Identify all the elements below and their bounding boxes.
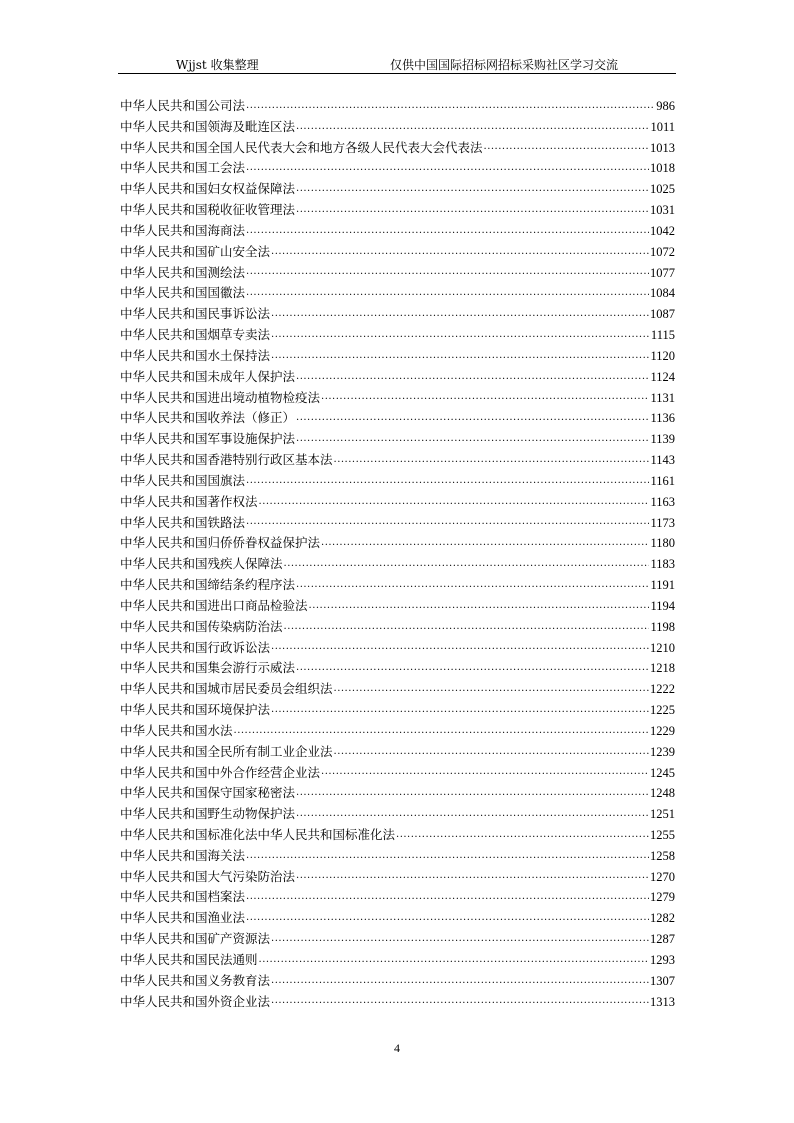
toc-entry[interactable] [120,721,675,742]
toc-entry-page-number: 1307 [650,973,675,988]
toc-entry-title: 中华人民共和国公司法 [120,98,246,113]
toc-dot-leader [271,244,649,260]
toc-entry-title: 中华人民共和国大气污染防治法 [120,868,296,884]
toc-entry-title: 中华人民共和国标准化法中华人民共和国标准化法 [120,826,396,842]
toc-entry-page-number: 1143 [650,453,675,468]
toc-entry-title: 中华人民共和国保守国家秘密法 [120,785,296,801]
toc-entry[interactable] [120,346,675,367]
toc-entry[interactable] [120,242,675,263]
toc-dot-leader [296,577,649,593]
toc-entry-page-number: 1229 [650,723,675,738]
toc-dot-leader [234,723,649,739]
toc-entry-page-number: 1163 [650,494,675,509]
toc-entry-title: 中华人民共和国香港特别行政区基本法 [120,452,333,468]
toc-entry-title: 中华人民共和国工会法 [120,160,246,176]
toc-entry[interactable] [120,158,675,179]
toc-dot-leader [284,556,650,572]
toc-entry[interactable] [120,429,675,450]
toc-dot-leader [259,494,650,510]
toc-dot-leader [484,139,649,155]
toc-entry-page-number: 1225 [650,703,675,718]
toc-entry[interactable] [120,388,675,409]
toc-entry-title: 中华人民共和国海商法 [120,222,246,238]
toc-entry-page-number: 1245 [650,765,675,780]
toc-entry-title: 中华人民共和国环境保护法 [120,702,271,718]
toc-dot-leader [296,410,649,426]
toc-dot-leader [259,952,649,968]
toc-dot-leader [296,660,649,676]
header-right-text: 仅供中国国际招标网招标采购社区学习交流 [389,58,618,72]
toc-entry-title: 中华人民共和国海关法 [120,847,246,863]
toc-dot-leader [271,639,649,655]
toc-entry-page-number: 1293 [650,952,675,967]
toc-entry-title: 中华人民共和国进出口商品检验法 [120,597,308,613]
toc-entry-title: 中华人民共和国残疾人保障法 [120,556,283,572]
toc-entry-title: 中华人民共和国水法 [120,722,233,738]
toc-entry-page-number: 1313 [650,994,675,1009]
toc-entry-page-number: 1084 [650,286,675,301]
toc-entry-title: 中华人民共和国税收征收管理法 [120,202,296,218]
toc-entry-page-number: 1077 [650,265,675,280]
toc-entry[interactable] [120,471,675,492]
toc-entry-title: 中华人民共和国行政诉讼法 [120,639,271,655]
toc-entry-title: 中华人民共和国著作权法 [120,493,258,509]
toc-entry-page-number: 1183 [650,557,675,572]
toc-entry-page-number: 1218 [650,661,675,676]
toc-entry-title: 中华人民共和国城市居民委员会组织法 [120,681,333,697]
table-of-contents [120,96,675,1012]
toc-entry-title: 中华人民共和国进出境动植物检疫法 [120,389,321,405]
toc-entry-title: 中华人民共和国渔业法 [120,910,246,926]
toc-entry[interactable] [120,617,675,638]
toc-dot-leader [246,910,649,926]
toc-entry-page-number: 1120 [650,348,675,363]
toc-entry[interactable] [120,513,675,534]
toc-entry-title: 中华人民共和国全国人民代表大会和地方各级人民代表大会代表法 [120,139,483,155]
toc-dot-leader [271,348,649,364]
page-number: 4 [394,1041,400,1055]
toc-entry-title: 中华人民共和国领海及毗连区法 [120,118,296,134]
toc-dot-leader [271,931,649,947]
toc-entry[interactable] [120,679,675,700]
toc-entry-page-number: 1282 [650,911,675,926]
toc-entry-title: 中华人民共和国未成年人保护法 [120,368,296,384]
toc-entry[interactable] [120,221,675,242]
toc-entry[interactable] [120,450,675,471]
toc-entry-page-number: 986 [656,99,675,113]
toc-dot-leader [271,702,649,718]
toc-dot-leader [246,98,655,114]
toc-dot-leader [271,327,650,343]
toc-entry-title: 中华人民共和国水土保持法 [120,347,271,363]
toc-entry-page-number: 1161 [650,473,675,488]
toc-entry-page-number: 1251 [650,807,675,822]
toc-entry-page-number: 1131 [650,390,675,405]
toc-entry-page-number: 1139 [650,432,675,447]
toc-entry-page-number: 1270 [650,869,675,884]
toc-dot-leader [296,431,649,447]
toc-entry[interactable] [120,846,675,867]
toc-entry[interactable] [120,179,675,200]
toc-entry[interactable] [120,408,675,429]
toc-entry-page-number: 1136 [650,411,675,426]
toc-entry-page-number: 1180 [650,536,675,551]
toc-entry-title: 中华人民共和国军事设施保护法 [120,431,296,447]
toc-entry-page-number: 1011 [650,119,675,134]
toc-dot-leader [296,785,649,801]
toc-entry[interactable] [120,575,675,596]
toc-dot-leader [246,160,649,176]
toc-dot-leader [334,452,650,468]
toc-entry[interactable] [120,804,675,825]
toc-entry-title: 中华人民共和国全民所有制工业企业法 [120,743,333,759]
toc-dot-leader [321,535,649,551]
toc-dot-leader [271,306,649,322]
toc-entry-title: 中华人民共和国测绘法 [120,264,246,280]
toc-entry-title: 中华人民共和国传染病防治法 [120,618,283,634]
toc-entry[interactable] [120,596,675,617]
header-rule [118,73,676,74]
toc-entry[interactable] [120,783,675,804]
toc-entry[interactable] [120,263,675,284]
toc-dot-leader [246,889,649,905]
toc-entry[interactable] [120,638,675,659]
toc-dot-leader [246,848,649,864]
toc-entry[interactable] [120,992,675,1013]
toc-entry-page-number: 1031 [650,203,675,218]
toc-entry-page-number: 1173 [650,515,675,530]
toc-entry[interactable] [120,700,675,721]
toc-entry-title: 中华人民共和国烟草专卖法 [120,327,271,343]
toc-entry-page-number: 1115 [650,328,675,343]
toc-entry[interactable] [120,533,675,554]
toc-entry[interactable] [120,138,675,159]
toc-entry[interactable] [120,950,675,971]
toc-entry-title: 中华人民共和国妇女权益保障法 [120,181,296,197]
toc-entry-page-number: 1194 [650,598,675,613]
toc-entry-title: 中华人民共和国国徽法 [120,285,246,301]
toc-entry-title: 中华人民共和国档案法 [120,889,246,905]
toc-entry[interactable] [120,867,675,888]
toc-entry[interactable] [120,325,675,346]
toc-dot-leader [334,681,649,697]
toc-entry[interactable] [120,554,675,575]
toc-entry-title: 中华人民共和国民法通则 [120,951,258,967]
header-left-text: Wjjst 收集整理 [176,58,259,72]
toc-entry-page-number: 1287 [650,932,675,947]
toc-dot-leader [271,973,649,989]
toc-entry-page-number: 1279 [650,890,675,905]
toc-dot-leader [321,764,649,780]
toc-dot-leader [296,202,649,218]
toc-entry-page-number: 1191 [650,578,675,593]
toc-entry-page-number: 1210 [650,640,675,655]
toc-dot-leader [334,744,649,760]
toc-dot-leader [396,827,649,843]
toc-entry[interactable] [120,658,675,679]
toc-entry[interactable] [120,117,675,138]
toc-dot-leader [296,119,649,135]
toc-dot-leader [296,868,649,884]
toc-entry[interactable] [120,887,675,908]
toc-dot-leader [296,369,649,385]
toc-dot-leader [246,473,649,489]
toc-dot-leader [271,993,649,1009]
toc-entry[interactable] [120,929,675,950]
toc-dot-leader [246,514,649,530]
toc-entry-page-number: 1258 [650,848,675,863]
toc-entry-page-number: 1087 [650,307,675,322]
toc-entry-page-number: 1124 [650,369,675,384]
toc-entry-title: 中华人民共和国缔结条约程序法 [120,577,296,593]
toc-dot-leader [246,264,649,280]
toc-dot-leader [309,598,650,614]
toc-entry-title: 中华人民共和国民事诉讼法 [120,306,271,322]
toc-entry-title: 中华人民共和国矿山安全法 [120,243,271,259]
toc-entry[interactable] [120,200,675,221]
toc-dot-leader [296,806,649,822]
toc-entry-page-number: 1239 [650,744,675,759]
toc-entry-title: 中华人民共和国归侨侨眷权益保护法 [120,535,321,551]
toc-entry[interactable] [120,825,675,846]
toc-entry[interactable] [120,367,675,388]
toc-entry-title: 中华人民共和国收养法（修正） [120,410,296,426]
toc-entry-page-number: 1042 [650,223,675,238]
toc-entry-page-number: 1248 [650,786,675,801]
toc-entry-page-number: 1198 [650,619,675,634]
toc-entry-title: 中华人民共和国国旗法 [120,472,246,488]
toc-entry-title: 中华人民共和国矿产资源法 [120,931,271,947]
toc-entry-page-number: 1255 [650,827,675,842]
toc-entry[interactable] [120,742,675,763]
toc-entry-title: 中华人民共和国中外合作经营企业法 [120,764,321,780]
toc-entry-title: 中华人民共和国义务教育法 [120,972,271,988]
toc-entry-page-number: 1025 [650,182,675,197]
toc-entry[interactable] [120,283,675,304]
toc-entry[interactable] [120,763,675,784]
toc-entry-page-number: 1013 [650,140,675,155]
toc-entry[interactable] [120,96,675,117]
toc-entry[interactable] [120,492,675,513]
toc-entry[interactable] [120,908,675,929]
toc-dot-leader [296,181,649,197]
toc-entry-page-number: 1018 [650,161,675,176]
toc-dot-leader [321,389,649,405]
toc-entry-title: 中华人民共和国外资企业法 [120,993,271,1009]
toc-entry-title: 中华人民共和国铁路法 [120,514,246,530]
toc-entry[interactable] [120,304,675,325]
toc-dot-leader [284,619,650,635]
toc-entry[interactable] [120,971,675,992]
toc-entry-page-number: 1072 [650,244,675,259]
toc-entry-title: 中华人民共和国野生动物保护法 [120,806,296,822]
page-header [118,56,676,74]
toc-dot-leader [246,223,649,239]
toc-entry-page-number: 1222 [650,682,675,697]
toc-dot-leader [246,285,649,301]
toc-entry-title: 中华人民共和国集会游行示威法 [120,660,296,676]
